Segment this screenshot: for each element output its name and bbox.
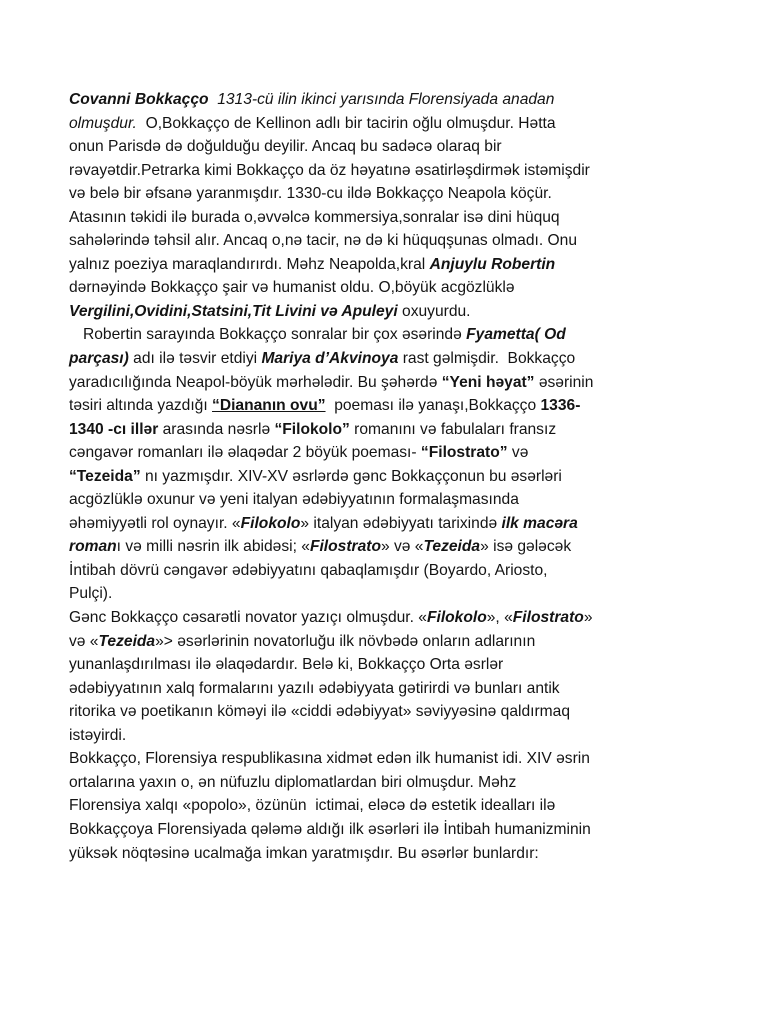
- text-run: Robertin sarayında Bokkaçço sonralar bir çox əsərində: [83, 326, 462, 344]
- filokolo-italic: Filokolo: [426, 609, 487, 627]
- yeni-heyat-title: “Yeni həyat”: [441, 373, 535, 391]
- text-run: O,Bokkaçço de Kellinon adlı bir tacirin oğlu olmuşdur. Hətta: [145, 114, 556, 132]
- tezeida-title: “Tezeida”: [69, 467, 141, 485]
- fyametta-title: Fyametta( Od: [466, 326, 566, 344]
- ilk-macera: ilk macəra: [501, 514, 578, 532]
- filostrato-title: “Filostrato”: [420, 444, 508, 462]
- filokolo-title: “Filokolo”: [274, 420, 350, 438]
- paragraph-1: Covanni Bokkaçço 1313-cü ilin ikinci yarısında Florensiyada anadan olmuşdur. O,Bokkaçço de Kellinon adlı bir tacirin oğlu olmuşdur. Hətta onun Parisdə də doğulduğu deyilir. Ancaq bu sadəcə olaraq bir rəvayətdir.Petrarka kimi Bokkaçço da öz həyatınə əsatirləşdirmək istəmişdir və belə bir əfsanə yaranmışdır. 1330-cu ildə Bokkaçço Neapola köçür. Atasının təkidi ilə burada o,əvvəlcə kommersiya,sonralar isə dini hüquq sahələrində təhsil alır. Ancaq o,nə tacir, nə də ki hüquqşunas olmadı. Onu yalnız poeziya maraqlandırırdı. Məhz Neapolda,kral Anjuylu Robertin dərnəyində Bokkaçço şair və humanist oldu. O,böyük acgözlüklə Vergilini,Ovidini,Statsini,Tit Livini və Apuleyi oxuyurdu.: [69, 91, 590, 320]
- fyametta-title-cont: parçası): [69, 350, 129, 368]
- filostrato-italic: Filostrato: [512, 609, 584, 627]
- authors-list: Vergilini,Ovidini,Statsini,Tit Livini və Apuleyi: [69, 302, 398, 320]
- ilk-macera-cont: roman: [69, 538, 117, 556]
- years-range-cont: 1340 -cı illər: [69, 420, 159, 438]
- text-run: təsiri altında yazdığı: [69, 397, 208, 415]
- robert-name: Anjuylu Robertin: [429, 255, 556, 273]
- birth-sentence-2: olmuşdur.: [69, 114, 137, 132]
- mariya-name: Mariya d’Akvinoya: [261, 350, 399, 368]
- dianan-title: “Diananın ovu”: [212, 397, 326, 415]
- document-body: [69, 88, 701, 865]
- birth-sentence-1: 1313-cü ilin ikinci yarısında Florensiyada anadan: [217, 91, 555, 108]
- paragraph-2: Robertin sarayında Bokkaçço sonralar bir çox əsərində Fyametta( Od parçası) adı ilə təsvir etdiyi Mariya d’Akvinoya rast gəlmişdir. Bokkaçço yaradıcılığında Neapol-böyük mərhələdir. Bu şəhərdə “Yeni həyat” əsərinin təsiri altında yazdığı “Diananın ovu” poeması ilə yanaşı,Bokkaçço 1336- 1340 -cı illər arasında nəsrlə “Filokolo” romanını və fabulaları fransız cəngavər romanları ilə əlaqədar 2 böyük poeması- “Filostrato” və “Tezeida” nı yazmışdır. XIV-XV əsrlərdə gənc Bokkaççonun bu əsərləri acgözlüklə oxunur və yeni italyan ədəbiyyatının formalaşmasında əhəmiyyətli rol oynayır. «Filokolo» italyan ədəbiyyatı tarixində ilk macəra romanı və milli nəsrin ilk abidəsi; «Filostrato» və «Tezeida» isə gələcək İntibah dövrü cəngavər ədəbiyyatını qabaqlamışdır (Boyardo, Ariosto, Pulçi).: [69, 326, 594, 603]
- tezeida-italic: Tezeida: [423, 538, 481, 556]
- tezeida-italic: Tezeida: [98, 632, 156, 650]
- text-run: oxuyurdu.: [402, 302, 471, 320]
- text-run: dərnəyində Bokkaçço şair və humanist oldu. O,böyük acgözlüklə: [69, 279, 515, 297]
- years-range: 1336-: [540, 397, 581, 415]
- filostrato-italic: Filostrato: [309, 538, 381, 556]
- paragraph-4: Bokkaçço, Florensiya respublikasına xidmət edən ilk humanist idi. XIV əsrin ortalarına yaxın o, ən nüfuzlu diplomatlardan biri olmuşdur. Məhz Florensiya xalqı «popolo», özünün ictimai, eləcə də estetik idealları ilə Bokkaççoya Florensiyada qələmə aldığı ilk əsərləri ilə İntibah humanizminin yüksək nöqtəsinə ucalmağa imkan yaratmışdır. Bu əsərlər bunlardır:: [69, 750, 591, 862]
- text-run: adı ilə təsvir etdiyi: [133, 350, 258, 368]
- paragraph-3: Gənc Bokkaçço cəsarətli novator yazıçı olmuşdur. «Filokolo», «Filostrato» və «Tezeida»> əsərlərinin novatorluğu ilk növbədə onların adlarının yunanlaşdırılması ilə əlaqədardır. Belə ki, Bokkaçço Orta əsrlər ədəbiyyatının xalq formalarını yazılı ədəbiyyata gətirirdi və bunları antik ritorika və poetikanın köməyi ilə «ciddi ədəbiyyat» səviyyəsinə qaldırmaq istəyirdi.: [69, 609, 593, 744]
- filokolo-italic: Filokolo: [240, 514, 301, 532]
- author-name: Covanni Bokkaçço: [69, 91, 209, 108]
